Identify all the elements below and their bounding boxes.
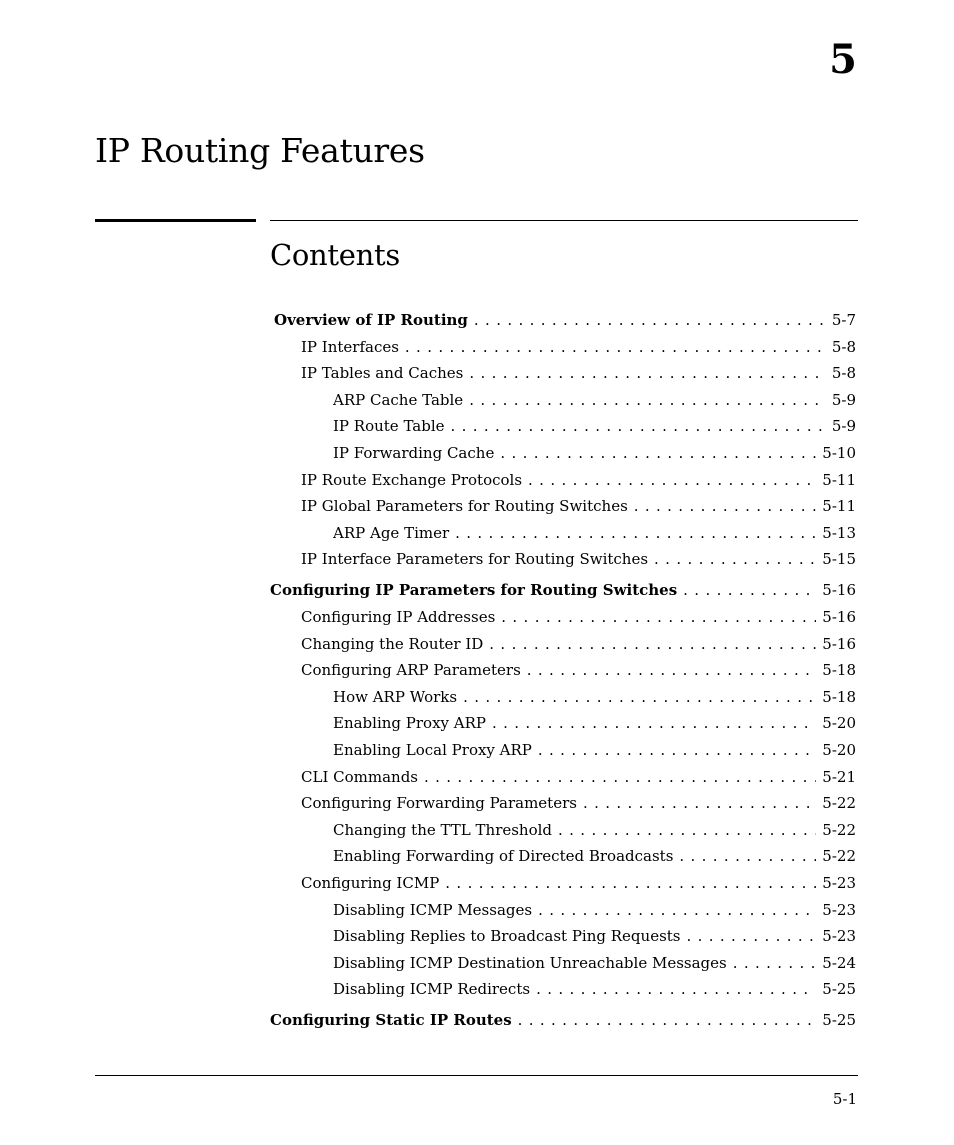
toc-entry-label: How ARP Works — [333, 687, 458, 706]
toc-dot-leader — [687, 923, 817, 950]
toc-entry-label: Disabling ICMP Destination Unreachable Messages — [333, 953, 727, 972]
toc-entry-label: Configuring Forwarding Parameters — [301, 794, 577, 813]
toc-dot-leader — [445, 870, 816, 897]
toc-entry-label: Disabling ICMP Redirects — [333, 980, 531, 999]
page-number: 5-1 — [832, 1090, 857, 1108]
toc-entry-page: 5-9 — [831, 417, 856, 436]
toc-entry[interactable] — [270, 950, 856, 977]
toc-entry-label: IP Route Table — [333, 417, 445, 436]
toc-entry-label: Configuring IP Addresses — [301, 608, 496, 627]
toc-entry-label: IP Global Parameters for Routing Switches — [301, 497, 628, 516]
toc-entry-page: 5-11 — [822, 470, 856, 489]
toc-dot-leader — [489, 631, 816, 658]
toc-dot-leader — [558, 817, 816, 844]
toc-entry-label: Configuring ICMP — [301, 873, 440, 892]
toc-entry-page: 5-24 — [822, 953, 856, 972]
chapter-title: IP Routing Features — [95, 131, 425, 170]
toc-entry[interactable] — [270, 307, 856, 334]
toc-entry[interactable] — [270, 387, 856, 414]
toc-entry[interactable] — [270, 546, 856, 573]
chapter-number: 5 — [829, 36, 857, 83]
toc-dot-leader — [463, 684, 816, 711]
footer-rule — [95, 1075, 858, 1076]
toc-entry-page: 5-16 — [822, 581, 856, 600]
toc-entry[interactable] — [270, 334, 856, 361]
toc-entry-page: 5-8 — [831, 364, 856, 383]
toc-dot-leader — [469, 360, 826, 387]
toc-dot-leader — [528, 467, 816, 494]
toc-entry-page: 5-22 — [822, 820, 856, 839]
toc-dot-leader — [469, 387, 826, 414]
toc-entry[interactable] — [270, 737, 856, 764]
toc-entry-label: Configuring IP Parameters for Routing Switches — [270, 581, 678, 600]
toc-dot-leader — [634, 493, 817, 520]
toc-entry[interactable] — [270, 631, 856, 658]
toc-entry-label: ARP Age Timer — [333, 523, 450, 542]
toc-entry[interactable] — [270, 577, 856, 604]
toc-entry-page: 5-23 — [822, 873, 856, 892]
toc-entry-label: Enabling Local Proxy ARP — [333, 741, 532, 759]
toc-entry[interactable] — [270, 520, 856, 547]
toc-dot-leader — [474, 307, 826, 334]
toc-entry-label: Configuring ARP Parameters — [301, 661, 521, 680]
toc-entry-page: 5-16 — [822, 634, 856, 653]
toc-entry[interactable] — [270, 843, 856, 870]
toc-entry-label: ARP Cache Table — [333, 390, 464, 409]
chapter-rule-thin — [270, 220, 858, 221]
toc-entry-page: 5-25 — [822, 1011, 856, 1030]
toc-entry-page: 5-23 — [822, 900, 856, 919]
toc-entry[interactable] — [270, 897, 856, 924]
toc-entry-label: Changing the Router ID — [301, 634, 484, 653]
toc-dot-leader — [424, 764, 816, 791]
toc-entry-label: IP Tables and Caches — [301, 364, 464, 383]
toc-entry-label: Disabling Replies to Broadcast Ping Requests — [333, 927, 681, 946]
toc-entry-page: 5-15 — [822, 550, 856, 569]
toc-dot-leader — [451, 413, 826, 440]
toc-dot-leader — [501, 604, 816, 631]
toc-entry[interactable] — [270, 360, 856, 387]
toc-entry[interactable] — [270, 764, 856, 791]
toc-entry-label: IP Route Exchange Protocols — [301, 470, 523, 489]
toc-dot-leader — [683, 577, 816, 604]
toc-entry-page: 5-16 — [822, 608, 856, 627]
toc-entry[interactable] — [270, 604, 856, 631]
toc-dot-leader — [733, 950, 817, 977]
chapter-rule-thick — [95, 219, 256, 222]
toc-entry-label: Changing the TTL Threshold — [333, 820, 553, 839]
toc-entry[interactable] — [270, 493, 856, 520]
toc-entry-page: 5-23 — [822, 927, 856, 946]
toc-entry-page: 5-22 — [822, 847, 856, 866]
toc-dot-leader — [527, 657, 817, 684]
toc-dot-leader — [455, 520, 816, 547]
toc-entry-page: 5-7 — [831, 311, 856, 329]
toc-entry[interactable] — [270, 817, 856, 844]
contents-heading: Contents — [270, 238, 400, 272]
toc-entry-page: 5-20 — [822, 741, 856, 759]
toc-dot-leader — [679, 843, 816, 870]
toc-entry-label: Disabling ICMP Messages — [333, 900, 533, 919]
toc-entry-page: 5-10 — [822, 443, 856, 462]
toc-dot-leader — [654, 546, 816, 573]
toc-entry-label: IP Interfaces — [301, 337, 399, 356]
table-of-contents — [270, 307, 856, 1034]
toc-entry-label: Enabling Proxy ARP — [333, 714, 486, 733]
toc-entry-page: 5-20 — [822, 714, 856, 733]
toc-entry-page: 5-21 — [822, 767, 856, 786]
toc-entry-label: Enabling Forwarding of Directed Broadcasts — [333, 847, 674, 866]
toc-entry-page: 5-8 — [831, 337, 856, 356]
toc-entry-page: 5-13 — [822, 523, 856, 542]
toc-dot-leader — [583, 790, 816, 817]
toc-entry-page: 5-25 — [822, 980, 856, 999]
toc-entry[interactable] — [270, 657, 856, 684]
toc-entry[interactable] — [270, 923, 856, 950]
toc-entry[interactable] — [270, 684, 856, 711]
toc-entry[interactable] — [270, 467, 856, 494]
toc-entry-page: 5-11 — [822, 497, 856, 516]
toc-dot-leader — [405, 334, 826, 361]
toc-entry[interactable] — [270, 413, 856, 440]
toc-dot-leader — [518, 1007, 817, 1034]
toc-dot-leader — [538, 897, 816, 924]
toc-entry-page: 5-18 — [822, 661, 856, 680]
toc-entry[interactable] — [270, 976, 856, 1003]
toc-dot-leader — [492, 710, 816, 737]
toc-entry-label: IP Interface Parameters for Routing Switches — [301, 550, 649, 569]
toc-entry[interactable] — [270, 790, 856, 817]
toc-entry-label: Configuring Static IP Routes — [270, 1011, 512, 1030]
toc-entry-label: CLI Commands — [301, 767, 418, 786]
toc-entry-label: IP Forwarding Cache — [333, 443, 495, 462]
toc-entry-page: 5-9 — [831, 390, 856, 409]
toc-entry[interactable] — [270, 710, 856, 737]
toc-entry-page: 5-18 — [822, 687, 856, 706]
toc-entry-page: 5-22 — [822, 794, 856, 813]
toc-entry[interactable] — [270, 440, 856, 467]
toc-dot-leader — [500, 440, 816, 467]
toc-entry[interactable] — [270, 1007, 856, 1034]
toc-entry-label: Overview of IP Routing — [274, 311, 468, 329]
toc-dot-leader — [536, 976, 816, 1003]
toc-entry[interactable] — [270, 870, 856, 897]
toc-dot-leader — [538, 737, 816, 764]
